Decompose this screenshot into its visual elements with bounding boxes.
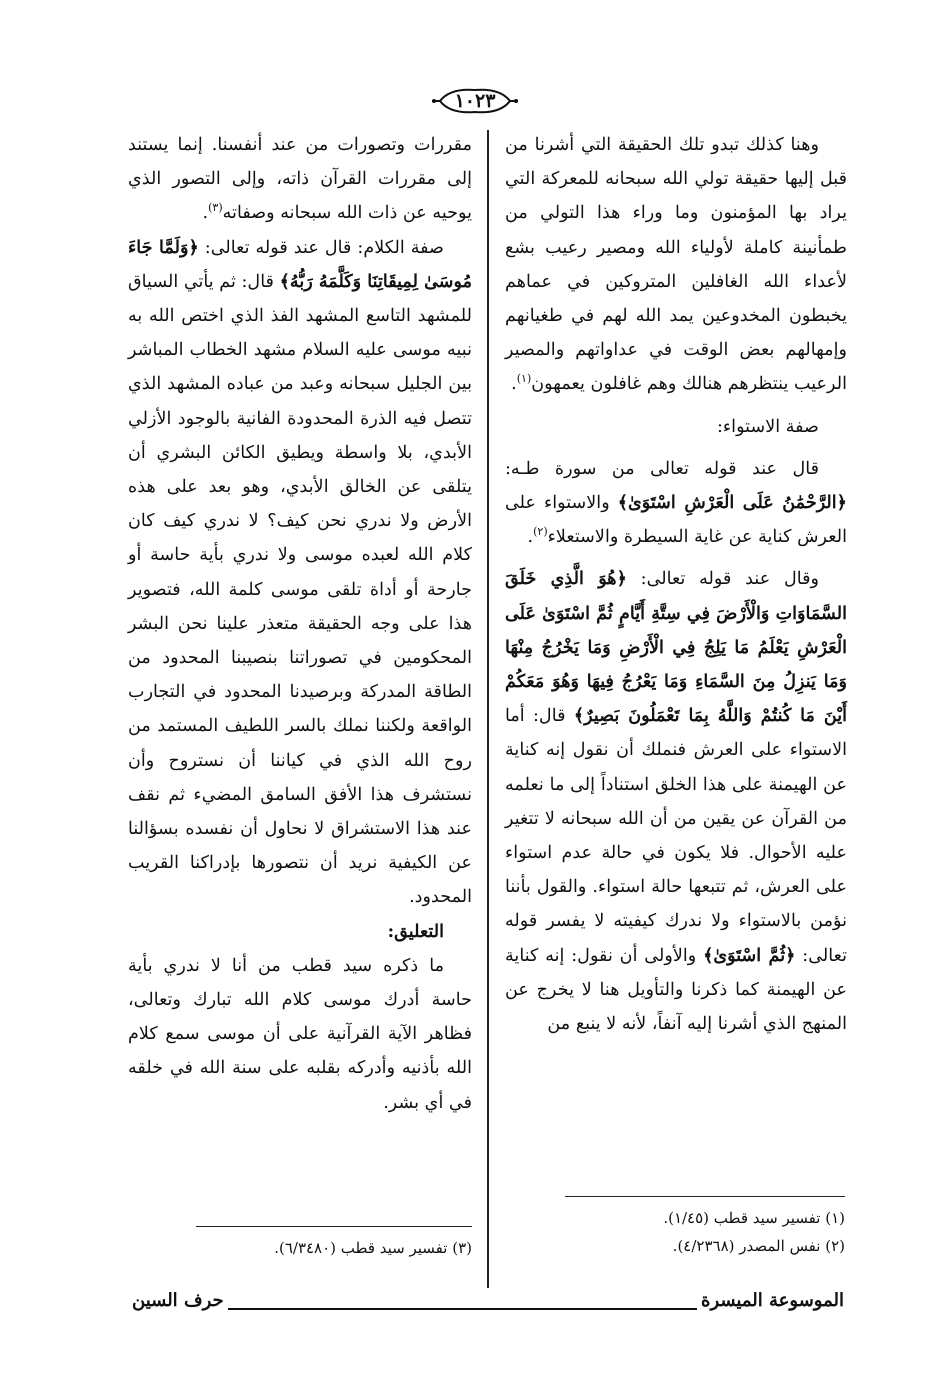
paragraph-text: وهنا كذلك تبدو تلك الحقيقة التي أشرنا من قبل إليها حقيقة تولي الله سبحانه للمعركة التي يراد بها المؤمنون وما وراء هذا التولي من طمأنينة كاملة لأولياء الله ومصير رعيب بشع لأعداء الله الغافلين المتروكين في عماهم يخبطون المخدوعين يمد الله لهم في طغيانهم وإمهالهم بعض الوقت في عداواتهم والمصير الرعيب ينتظرهم هنالك وهم غافلون يعمهون	[505, 135, 847, 395]
paragraph-text: قال: ثم يأتي السياق للمشهد التاسع المشهد الفذ الذي اختص الله به نبيه موسى عليه السلام مشهد الخطاب المباشر بين الجليل سبحانه وعبد من عباده المشهد الذي تتصل فيه الذرة المحدودة الفانية بالوجود الأزلي الأبدي، بلا واسطة ويطيق الكائن البشري أن يتلقى عن الخالق الأبدي، وهو بعد على هذه الأرض ولا ندري نحن كيف؟ لا ندري كيف كان كلام الله لعبده موسى ولا ندري بأية حاسة أو جارحة أو أداة تلقى موسى كلمة الله، فتصوير هذا على وجه الحقيقة متعذر علينا نحن البشر المحكومين في تصوراتنا بنصيبنا المحدود من الطاقة المدركة وبرصيدنا المحدود في التجارب الواقعة ولكننا نملك بالسر اللطيف المستمد من روح الله الذي في كياننا أن نستروح وأن نستشرف هذا الأفق السامق المضيء ثم نقف عند هذا الاستشراق لا نحاول أن نفسده بسؤالنا عن الكيفية نريد أن نتصورها بإدراكنا القريب المحدود.	[128, 271, 472, 908]
quran-quote: ﴿وَلَمَّا جَاءَ مُوسَىٰ لِمِيقَاتِنَا وَكَلَّمَهُ رَبُّهُ﴾	[128, 236, 472, 292]
footnote: (٢) نفس المصدر (٤/٢٣٦٨).	[672, 1237, 845, 1255]
footnote-ref: (٣)	[208, 201, 223, 215]
paragraph-text: صفة الكلام: قال عند قوله تعالى:	[204, 237, 444, 258]
footnote-divider	[196, 1226, 472, 1227]
footnote: (٣) تفسير سيد قطب (٦/٣٤٨٠).	[274, 1239, 472, 1257]
paragraph: مقررات وتصورات من عند أنفسنا. إنما يستند إلى مقررات القرآن ذاته، وإلى التصور الذي يوحيه عن ذات الله سبحانه وصفاته$^{(٣)}$.	[128, 135, 472, 224]
page-number-ornament	[430, 86, 520, 116]
paragraph-text: قال: أما الاستواء على العرش فنملك أن نقول إنه كناية عن الهيمنة على هذا الخلق استناداً إلى ما نعلمه من القرآن عن يقين من أن الله سبحانه لا تتغير عليه الأحوال. فلا يكون في حالة عدم استواء على العرش، ثم تتبعها حالة استواء. والقول بأننا نؤمن بالاستواء ولا ندرك كيفيته لا يفسر قوله تعالى:	[505, 706, 847, 966]
section-heading: التعليق:	[387, 920, 444, 942]
footnote-ref: (١)	[516, 372, 532, 386]
quran-quote: ﴿الرَّحْمَٰنُ عَلَى الْعَرْشِ اسْتَوَىٰ﴾	[617, 492, 847, 514]
quran-quote: ﴿ثُمَّ اسْتَوَىٰ﴾	[703, 944, 796, 966]
footnotes-right	[505, 1204, 845, 1260]
paragraph-text: والأولى أن نقول: إنه كناية عن الهيمنة كما ذكرنا والتأويل هنا لا يخرج عن المنهج الذي أشرنا إليه آنفاً، لأنه لا ينبع من	[505, 945, 847, 1035]
page-number: ١٠٢٣	[454, 90, 496, 112]
paragraph: وهنا كذلك تبدو تلك الحقيقة التي أشرنا من قبل إليها حقيقة تولي الله سبحانه للمعركة التي يراد بها المؤمنون وما وراء هذا التولي من طمأنينة كاملة لأولياء الله ومصير رعيب بشع لأعداء الله الغافلين المتروكين في عماهم يخبطون المخدوعين يمد الله لهم في طغيانهم وإمهالهم بعض الوقت في عداواتهم والمصير الرعيب ينتظرهم هنالك وهم غافلون يعمهون$^{(١)}$.	[505, 135, 847, 395]
footnote: (١) تفسير سيد قطب (١/٤٥).	[663, 1209, 845, 1227]
section-heading: صفة الاستواء:	[716, 416, 819, 437]
footnotes-left	[128, 1234, 472, 1262]
column-divider	[487, 130, 489, 1288]
paragraph-text: وقال عند قوله تعالى:	[640, 569, 820, 590]
footnote-ref: (٢)	[533, 525, 548, 539]
paragraph	[505, 562, 847, 1041]
footnote-divider	[565, 1196, 845, 1197]
paragraph: قال عند قوله تعالى من سورة طـه: ﴿الرَّحْمَٰنُ عَلَى الْعَرْشِ اسْتَوَىٰ﴾ والاستواء على العرش كناية عن غاية السيطرة والاستعلاء$^{(٢)}$.	[505, 458, 847, 548]
quran-quote: ﴿هُوَ الَّذِي خَلَقَ السَّمَاوَاتِ وَالْأَرْضَ فِي سِتَّةِ أَيَّامٍ ثُمَّ اسْتَوَىٰ عَلَى الْعَرْشِ يَعْلَمُ مَا يَلِجُ فِي الْأَرْضِ وَمَا يَخْرُجُ مِنْهَا وَمَا يَنزِلُ مِنَ السَّمَاءِ وَمَا يَعْرُجُ فِيهَا وَهُوَ مَعَكُمْ أَيْنَ مَا كُنتُمْ وَاللَّهُ بِمَا تَعْمَلُونَ بَصِيرٌ﴾	[505, 568, 848, 727]
paragraph-text: قال عند قوله تعالى من سورة طـه:	[505, 458, 819, 479]
paragraph: ما ذكره سيد قطب من أنا لا ندري بأية حاسة أدرك موسى كلام الله تبارك وتعالى، فظاهر الآية القرآنية على أن موسى سمع كلام الله بأذنيه وأدركه بقلبه على سنة الله في خلقه في أي بشر.	[128, 955, 472, 1113]
paragraph	[128, 231, 472, 915]
paragraph-text: والاستواء على العرش كناية عن غاية السيطرة والاستعلاء	[505, 493, 847, 548]
footer-section-title: حرف السين	[128, 1290, 228, 1311]
footer-book-title: الموسوعة الميسرة	[697, 1290, 848, 1311]
right-column	[505, 128, 847, 1041]
paragraph-text: مقررات وتصورات من عند أنفسنا. إنما يستند إلى مقررات القرآن ذاته، وإلى التصور الذي يوحيه عن ذات الله سبحانه وصفاته	[128, 135, 472, 224]
left-column	[128, 128, 472, 1120]
